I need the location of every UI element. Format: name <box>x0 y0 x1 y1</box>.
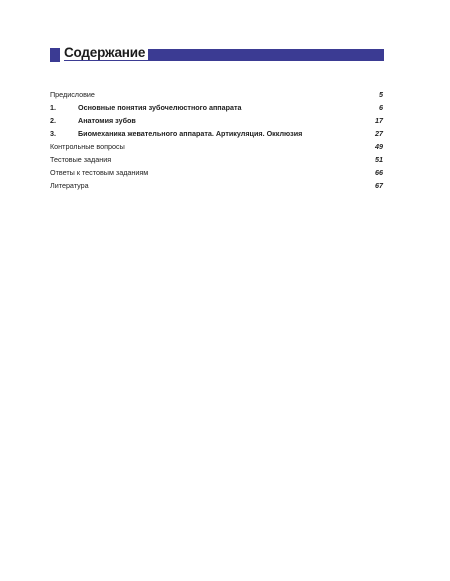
toc-entry-number: 1. <box>50 103 56 112</box>
toc-entry-label: Литература <box>50 181 89 190</box>
toc-entry-page: 6 <box>379 103 383 112</box>
toc-entry-chapter-1[interactable] <box>50 101 383 114</box>
toc-entry-page: 27 <box>375 129 383 138</box>
toc-entry-chapter-3[interactable] <box>50 127 383 140</box>
toc-entry-page: 66 <box>375 168 383 177</box>
toc-entry-preface[interactable] <box>50 88 383 101</box>
toc-entry-page: 5 <box>379 90 383 99</box>
toc-header <box>50 45 385 63</box>
toc-entry-page: 67 <box>375 181 383 190</box>
toc-entry-label: Тестовые задания <box>50 155 112 164</box>
toc-entry-test-tasks[interactable] <box>50 153 383 166</box>
toc-entry-label: Биомеханика жевательного аппарата. Артикуляция. Окклюзия <box>78 129 303 138</box>
toc-entry-number: 3. <box>50 129 56 138</box>
toc-entry-page: 51 <box>375 155 383 164</box>
toc-entry-number: 2. <box>50 116 56 125</box>
page-title: Содержание <box>64 45 148 60</box>
toc-entry-control-questions[interactable] <box>50 140 383 153</box>
toc-entry-page: 17 <box>375 116 383 125</box>
toc-entry-test-answers[interactable] <box>50 166 383 179</box>
toc-entry-chapter-2[interactable] <box>50 114 383 127</box>
toc-entry-label: Анатомия зубов <box>78 116 136 125</box>
toc-entry-label: Контрольные вопросы <box>50 142 125 151</box>
header-square-marker <box>50 48 60 62</box>
toc-entry-page: 49 <box>375 142 383 151</box>
toc-entry-label: Ответы к тестовым заданиям <box>50 168 149 177</box>
table-of-contents <box>50 88 383 192</box>
toc-entry-literature[interactable] <box>50 179 383 192</box>
toc-entry-label: Предисловие <box>50 90 95 99</box>
toc-entry-label: Основные понятия зубочелюстного аппарата <box>78 103 242 112</box>
